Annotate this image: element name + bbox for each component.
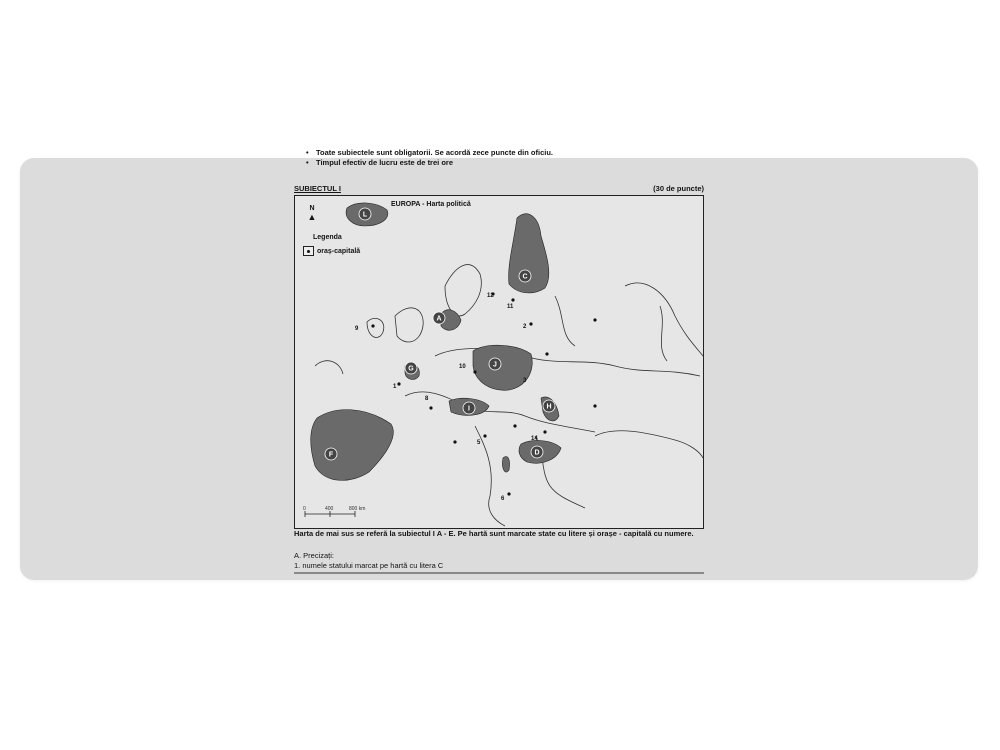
scale-label-400: 400 [325,506,334,512]
city-number-3: 3 [523,378,527,384]
state-label-a: A [436,315,442,323]
map-title: EUROPA - Harta politică [391,201,471,208]
city-number-8: 8 [425,396,429,402]
city-number-12: 12 [487,293,494,299]
state-f-shape [311,410,394,481]
instruction-bullet-1: • Toate subiectele sunt obligatorii. Se acordă zece puncte din oficiu. [306,148,553,157]
legend-item-capital: oraș-capitală [303,246,360,256]
question-1: 1. numele statului marcat pe hartă cu litera C [294,561,444,570]
subject-header [294,184,704,193]
exam-document [294,148,706,588]
state-label-g: G [408,365,414,373]
capital-symbol-icon [303,246,314,256]
city-number-14: 14 [531,436,538,442]
subject-title: SUBIECTUL I [294,184,341,193]
city-number-9: 9 [355,326,359,332]
state-label-i: I [468,405,470,413]
state-small-shape [502,457,509,473]
city-number-11: 11 [507,304,514,310]
document-card [20,148,978,580]
section-a-label: A. Precizați: [294,551,335,560]
city-number-1: 1 [393,384,397,390]
city-number-2: 2 [523,324,527,330]
cutoff-text-line [294,570,704,576]
scale-label-0: 0 [303,506,306,512]
city-number-10: 10 [459,364,466,370]
north-arrow: N ▲ [307,205,317,222]
instruction-bullet-2: • Timpul efectiv de lucru este de trei ore [306,158,453,167]
city-number-6: 6 [501,496,505,502]
subject-points: (30 de puncte) [653,184,704,193]
state-label-f: F [328,451,334,459]
state-label-c: C [522,273,528,281]
city-number-5: 5 [477,440,481,446]
legend-title: Legenda [313,234,342,241]
map-caption: Harta de mai sus se referă la subiectul I A - E. Pe hartă sunt marcate state cu litere și orașe - capitală cu numere. [294,529,694,538]
north-arrow-icon: ▲ [307,212,317,222]
state-label-h: H [546,403,552,411]
europe-political-map [294,195,704,529]
state-label-l: L [362,211,368,219]
state-label-d: D [534,449,540,457]
scale-label-800: 800 km [349,506,366,512]
state-label-j: J [493,361,497,369]
